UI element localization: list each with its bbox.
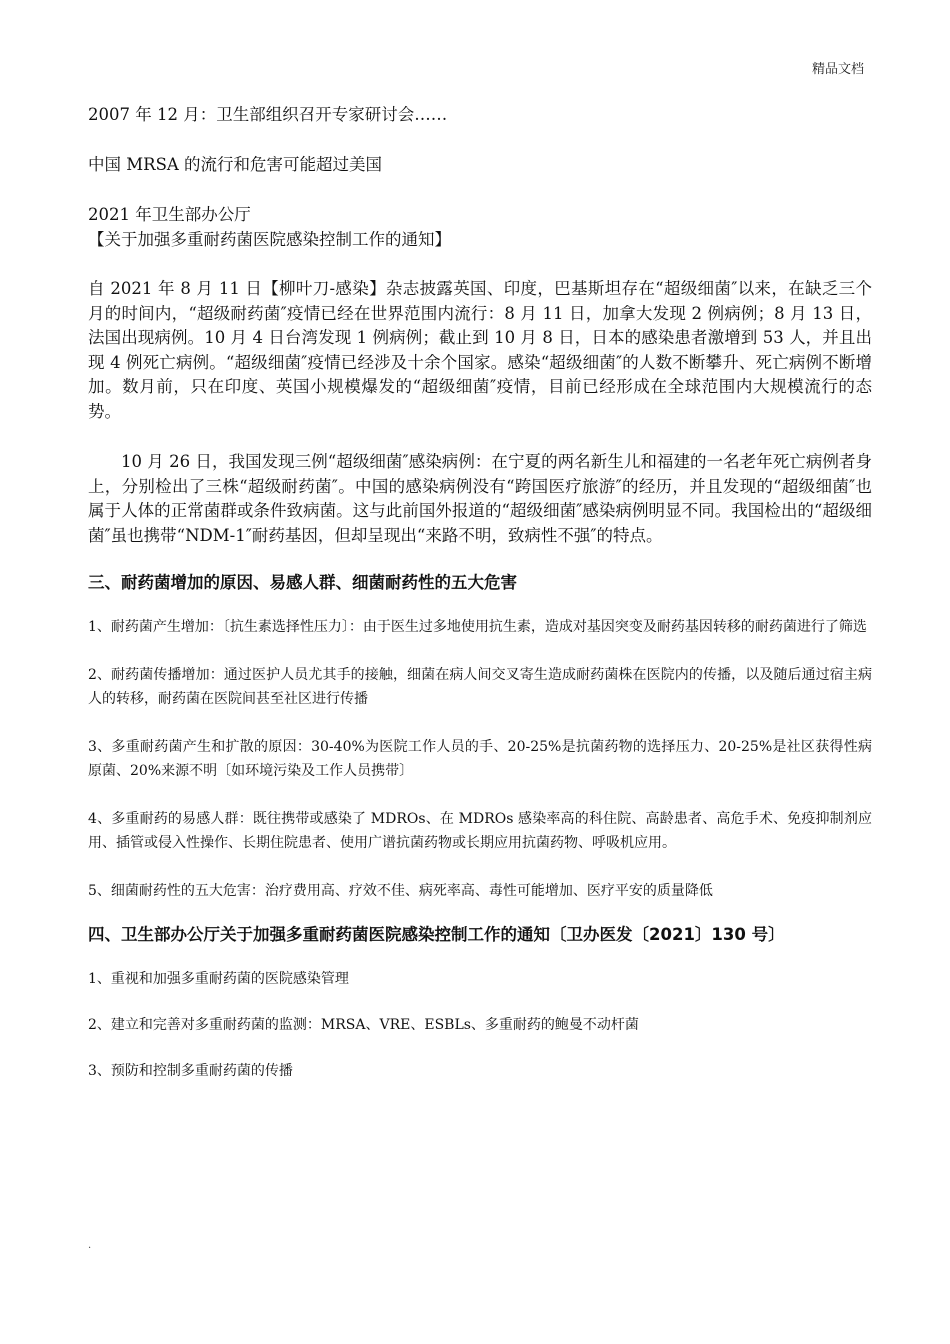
paragraph-outbreak-overview: 自 2021 年 8 月 11 日【柳叶刀-感染】杂志披露英国、印度，巴基斯坦存在“超级细菌″以来，在缺乏三个月的时间内，“超级耐药菌″疫情已经在世界范围内流行：8 月 11 日，加拿大发现 2 例病例；8 月 13 日，法国出现病例。10 月 4 日台湾发现 1 例病例；截止到 10 月 8 日，日本的感染患者激增到 53 人，并且出现 4 例死亡病例。“超级细菌″疫情已经涉及十余个国家。感染“超级细菌″的人数不断攀升、死亡病例不断增加。数月前，只在印度、英国小规模爆发的“超级细菌″疫情，目前已经形成在全球范围内大规模流行的态势。 [88,279,872,421]
intro-line-3: 2021 年卫生部办公厅 [88,205,251,224]
intro-line-2: 中国 MRSA 的流行和危害可能超过美国 [88,155,383,174]
header-mark: 精品文档 [811,62,864,77]
section-3-heading: 三、耐药菌增加的原因、易感人群、细菌耐药性的五大危害 [88,573,517,592]
section-3-item-5: 5、细菌耐药性的五大危害：治疗费用高、疗效不佳、病死率高、毒性可能增加、医疗平安的质量降低 [88,883,713,899]
section-4-item-1: 1、重视和加强多重耐药菌的医院感染管理 [88,971,349,987]
paragraph-china-cases: 10 月 26 日，我国发现三例“超级细菌″感染病例：在宁夏的两名新生儿和福建的一名老年死亡病例者身上，分别检出了三株“超级耐药菌″。中国的感染病例没有“跨国医疗旅游″的经历，并且发现的“超级细菌″也属于人体的正常菌群或条件致病菌。这与此前国外报道的“超级细菌″感染病例明显不同。我国检出的“超级细菌″虽也携带“NDM-1″耐药基因，但却呈现出“来路不明，致病性不强″的特点。 [88,452,872,545]
document-body [88,102,872,1083]
section-3-item-1: 1、耐药菌产生增加：〔抗生素选择性压力〕：由于医生过多地使用抗生素，造成对基因突变及耐药基因转移的耐药菌进行了筛选 [88,619,867,635]
section-3-item-2: 2、耐药菌传播增加：通过医护人员尤其手的接触，细菌在病人间交叉寄生造成耐药菌株在医院内的传播，以及随后通过宿主病人的转移，耐药菌在医院间甚至社区进行传播 [88,667,872,707]
section-4-heading: 四、卫生部办公厅关于加强多重耐药菌医院感染控制工作的通知〔卫办医发〔2021〕130 号〕 [88,925,785,944]
intro-line-1: 2007 年 12 月：卫生部组织召开专家研讨会…… [88,105,448,124]
section-4-item-2: 2、建立和完善对多重耐药菌的监测：MRSA、VRE、ESBLs、多重耐药的鲍曼不动杆菌 [88,1017,639,1033]
footer-mark: . [88,1240,92,1251]
section-3-item-4: 4、多重耐药的易感人群：既往携带或感染了 MDROs、在 MDROs 感染率高的科住院、高龄患者、高危手术、免疫抑制剂应用、插管或侵入性操作、长期住院患者、使用广谱抗菌药物或长期应用抗菌药物、呼吸机应用。 [88,811,872,851]
section-3-item-3: 3、多重耐药菌产生和扩散的原因：30-40%为医院工作人员的手、20-25%是抗菌药物的选择压力、20-25%是社区获得性病原菌、20%来源不明〔如环境污染及工作人员携带〕 [88,739,872,779]
intro-line-4: 【关于加强多重耐药菌医院感染控制工作的通知】 [88,230,451,249]
section-4-item-3: 3、预防和控制多重耐药菌的传播 [88,1063,293,1079]
